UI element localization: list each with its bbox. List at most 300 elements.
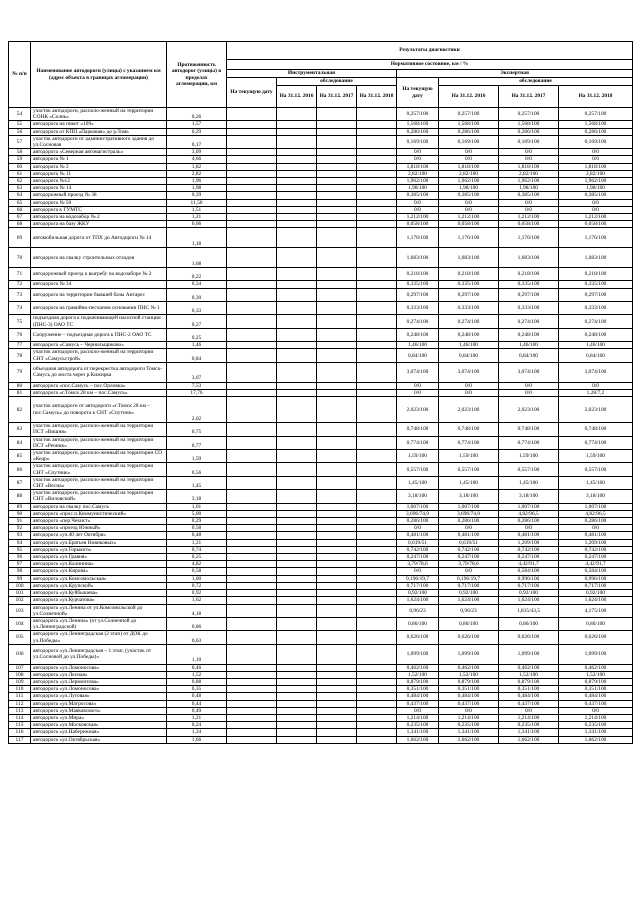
expert-2018: 0,248/100 xyxy=(559,328,633,341)
instr-current xyxy=(227,510,277,517)
expert-current: 0,437/100 xyxy=(397,700,439,707)
instr-2017 xyxy=(317,149,357,156)
expert-2017: 0,218/100 xyxy=(499,268,559,281)
expert-2018: 0/0 xyxy=(559,206,633,213)
instr-2017 xyxy=(317,342,357,349)
row-number: 106 xyxy=(9,644,31,664)
expert-2016: 1,59/100 xyxy=(439,450,499,463)
expert-current: 0,235/100 xyxy=(397,722,439,729)
instr-current xyxy=(227,554,277,561)
road-name: автодорога «ул.Ленина от ул.Комсомольской до ул.Солнечной» xyxy=(31,604,167,617)
expert-2017: 0,92/100 xyxy=(499,590,559,597)
expert-2017: 0,333/100 xyxy=(499,302,559,315)
road-length: 2,82 xyxy=(167,170,227,177)
instr-2016 xyxy=(277,693,317,700)
expert-2018: 0,484/100 xyxy=(559,693,633,700)
expert-2018: 4,175/100 xyxy=(559,604,633,617)
road-length: 0,74 xyxy=(167,546,227,553)
expert-current: 0/0 xyxy=(397,206,439,213)
header-exp-2017: На 31.12. 2017 xyxy=(499,86,559,108)
instr-2018 xyxy=(357,510,397,517)
expert-2018: 4,82/96,5 xyxy=(559,510,633,517)
instr-current xyxy=(227,539,277,546)
instr-current xyxy=(227,163,277,170)
road-length: 1,59 xyxy=(167,450,227,463)
road-length: 4,82 xyxy=(167,561,227,568)
expert-current: 0,774/100 xyxy=(397,436,439,449)
expert-2016: 0,92/100 xyxy=(439,590,499,597)
instr-2018 xyxy=(357,450,397,463)
expert-2016: 0,274/100 xyxy=(439,315,499,328)
expert-2018: 1,568/100 xyxy=(559,121,633,128)
road-length: 0,49 xyxy=(167,707,227,714)
table-row xyxy=(9,678,633,685)
row-number: 73 xyxy=(9,288,31,301)
road-name: автодорога «ул.40 лет Октября» xyxy=(31,532,167,539)
expert-2018: 0,481/100 xyxy=(559,532,633,539)
road-length: 0,56 xyxy=(167,463,227,476)
expert-2016: 0,437/100 xyxy=(439,700,499,707)
row-number: 56 xyxy=(9,128,31,135)
instr-current xyxy=(227,525,277,532)
expert-2017: 1,59/100 xyxy=(499,450,559,463)
expert-2017: 1,176/100 xyxy=(499,228,559,248)
expert-2018: 1,624/100 xyxy=(559,597,633,604)
road-name: автодорога «ул.Мира» xyxy=(31,714,167,721)
row-number: 103 xyxy=(9,604,31,617)
table-row xyxy=(9,463,633,476)
instr-current xyxy=(227,268,277,281)
road-length: 0,34 xyxy=(167,281,227,288)
road-length: 0,72 xyxy=(167,582,227,589)
instr-2018 xyxy=(357,362,397,382)
table-row xyxy=(9,342,633,349)
expert-current: 0,169/100 xyxy=(397,135,439,148)
instr-2018 xyxy=(357,631,397,644)
expert-2017: 0,385/100 xyxy=(499,192,559,199)
expert-2017: 0,297/100 xyxy=(499,288,559,301)
instr-2018 xyxy=(357,349,397,362)
expert-current: 0,92/100 xyxy=(397,590,439,597)
expert-2017: 0/0 xyxy=(499,156,559,163)
road-name: автодорога «ул.Матросова» xyxy=(31,700,167,707)
road-length: 0,39 xyxy=(167,192,227,199)
road-name: автодорога №12 xyxy=(31,178,167,185)
table-row xyxy=(9,490,633,503)
instr-current xyxy=(227,617,277,630)
instr-2018 xyxy=(357,678,397,685)
instr-2018 xyxy=(357,389,397,396)
expert-2016: 2,82/100 xyxy=(439,170,499,177)
instr-2017 xyxy=(317,389,357,396)
expert-2017: 3,074/100 xyxy=(499,362,559,382)
expert-current: 3,074/100 xyxy=(397,362,439,382)
instr-2017 xyxy=(317,450,357,463)
instr-2017 xyxy=(317,382,357,389)
expert-2018: 0,218/100 xyxy=(559,268,633,281)
expert-current: 0,385/100 xyxy=(397,192,439,199)
row-number: 109 xyxy=(9,678,31,685)
instr-2018 xyxy=(357,525,397,532)
expert-2016: 0,619/51 xyxy=(439,539,499,546)
instr-2017 xyxy=(317,664,357,671)
expert-2017: 0,462/100 xyxy=(499,664,559,671)
table-row xyxy=(9,382,633,389)
instr-current xyxy=(227,714,277,721)
instr-current xyxy=(227,288,277,301)
instr-2016 xyxy=(277,644,317,664)
expert-2018: 0,169/100 xyxy=(559,135,633,148)
row-number: 92 xyxy=(9,525,31,532)
row-number: 102 xyxy=(9,597,31,604)
header-instrumental: Инструментальная xyxy=(227,70,397,78)
instr-2018 xyxy=(357,128,397,135)
road-name: автодорога «Самусь – Чернильщиково» xyxy=(31,342,167,349)
expert-2017: 0,437/100 xyxy=(499,700,559,707)
road-name: автодорога «ул.Ломоносова» xyxy=(31,686,167,693)
expert-2017: 0,996/100 xyxy=(499,575,559,582)
expert-2018: 0,274/100 xyxy=(559,315,633,328)
row-number: 93 xyxy=(9,532,31,539)
road-length: 1,62 xyxy=(167,597,227,604)
road-name: автодорога «ул.Луговая» xyxy=(31,693,167,700)
road-name: автодорога «ул.Лермонтова» xyxy=(31,678,167,685)
instr-2018 xyxy=(357,604,397,617)
expert-2016: 0/0 xyxy=(439,156,499,163)
instr-2018 xyxy=(357,328,397,341)
expert-2016: 1,007/100 xyxy=(439,503,499,510)
expert-current: 2,023/100 xyxy=(397,397,439,423)
expert-2017: 1,98/100 xyxy=(499,185,559,192)
road-name: автодорожный проезд к выгребу на водозаборе № 2 xyxy=(31,268,167,281)
instr-2017 xyxy=(317,121,357,128)
expert-2018: 0,385/100 xyxy=(559,192,633,199)
table-row xyxy=(9,362,633,382)
expert-current: 1,46/100 xyxy=(397,342,439,349)
road-name: автодорога № 14 xyxy=(31,185,167,192)
road-length: 1,82 xyxy=(167,163,227,170)
instr-2017 xyxy=(317,192,357,199)
expert-2016: 0,335/100 xyxy=(439,281,499,288)
expert-current: 3,79/78,6 xyxy=(397,561,439,568)
expert-2018: 0,286/100 xyxy=(559,128,633,135)
expert-2016: 0/0 xyxy=(439,199,499,206)
row-number: 77 xyxy=(9,342,31,349)
road-diagnostics-table xyxy=(8,41,633,744)
expert-current: 0,218/100 xyxy=(397,268,439,281)
row-number: 84 xyxy=(9,436,31,449)
row-number: 64 xyxy=(9,192,31,199)
instr-2018 xyxy=(357,693,397,700)
expert-2017: 0,84/100 xyxy=(499,349,559,362)
instr-current xyxy=(227,281,277,288)
instr-2017 xyxy=(317,302,357,315)
expert-2018: 0,286/100 xyxy=(559,518,633,525)
instr-2016 xyxy=(277,199,317,206)
instr-current xyxy=(227,149,277,156)
instr-current xyxy=(227,128,277,135)
instr-current xyxy=(227,736,277,743)
expert-2017: 2,82/100 xyxy=(499,170,559,177)
expert-current: 0,619/51 xyxy=(397,539,439,546)
header-instr-2017: На 31.12. 2017 xyxy=(317,86,357,108)
expert-2016: 1,176/100 xyxy=(439,228,499,248)
header-length: Протяженность автодорог (улицы) в пределах агломерации, км xyxy=(167,42,227,108)
instr-2016 xyxy=(277,228,317,248)
expert-current: 0/0 xyxy=(397,389,439,396)
instr-2017 xyxy=(317,199,357,206)
expert-2018: 0,92/100 xyxy=(559,590,633,597)
instr-2017 xyxy=(317,671,357,678)
table-row xyxy=(9,228,633,248)
instr-2017 xyxy=(317,597,357,604)
expert-current: 0,484/100 xyxy=(397,693,439,700)
road-name: автодорога «г.Томск 28 км – пос.Самусь» xyxy=(31,389,167,396)
header-expert: Экспертная xyxy=(397,70,633,78)
instr-2016 xyxy=(277,128,317,135)
table-row xyxy=(9,722,633,729)
instr-2018 xyxy=(357,714,397,721)
table-row xyxy=(9,128,633,135)
expert-2017: 1,214/100 xyxy=(499,714,559,721)
table-row xyxy=(9,149,633,156)
road-name: Сооружение – подъездная дорога к ПНС-2 ОАО ТС xyxy=(31,328,167,341)
expert-current: 1,98/100 xyxy=(397,185,439,192)
instr-current xyxy=(227,518,277,525)
road-length: 1,98 xyxy=(167,185,227,192)
instr-2017 xyxy=(317,722,357,729)
instr-current xyxy=(227,686,277,693)
table-row xyxy=(9,214,633,221)
instr-2017 xyxy=(317,349,357,362)
road-name: автодорога на гравийно-песчаном основании ПНС № 1 xyxy=(31,302,167,315)
table-row xyxy=(9,108,633,121)
instr-2018 xyxy=(357,582,397,589)
expert-2017: 0,058/100 xyxy=(499,221,559,228)
row-number: 100 xyxy=(9,582,31,589)
instr-2016 xyxy=(277,554,317,561)
expert-2018: 0,462/100 xyxy=(559,664,633,671)
expert-2017: 0/0 xyxy=(499,389,559,396)
row-number: 70 xyxy=(9,248,31,268)
expert-2018: 2,82/100 xyxy=(559,170,633,177)
instr-2017 xyxy=(317,707,357,714)
expert-2017: 4,82/96,5 xyxy=(499,510,559,517)
table-row xyxy=(9,281,633,288)
road-length: 0,77 xyxy=(167,436,227,449)
road-length: 17,76 xyxy=(167,389,227,396)
instr-2018 xyxy=(357,170,397,177)
expert-current: 0/0 xyxy=(397,156,439,163)
road-length: 1,21 xyxy=(167,714,227,721)
road-length: 1,21 xyxy=(167,214,227,221)
header-exp-observed: обследование xyxy=(439,78,633,86)
instr-2017 xyxy=(317,554,357,561)
instr-2018 xyxy=(357,156,397,163)
instr-2017 xyxy=(317,729,357,736)
row-number: 74 xyxy=(9,302,31,315)
instr-2017 xyxy=(317,362,357,382)
expert-current: 1,624/100 xyxy=(397,597,439,604)
row-number: 111 xyxy=(9,693,31,700)
instr-2018 xyxy=(357,108,397,121)
header-exp-2016: На 31.12. 2016 xyxy=(439,86,499,108)
instr-current xyxy=(227,206,277,213)
expert-2018: 0,437/100 xyxy=(559,700,633,707)
row-number: 75 xyxy=(9,315,31,328)
instr-current xyxy=(227,561,277,568)
road-name: автодорога «ул.Калинина» xyxy=(31,561,167,568)
expert-current: 0,286/100 xyxy=(397,128,439,135)
road-length: 7,53 xyxy=(167,382,227,389)
expert-2017: 0/0 xyxy=(499,707,559,714)
expert-2017: 0,86/100 xyxy=(499,617,559,630)
instr-current xyxy=(227,503,277,510)
road-length: 1,10 xyxy=(167,644,227,664)
instr-current xyxy=(227,397,277,423)
expert-2017: 0,557/100 xyxy=(499,463,559,476)
row-number: 76 xyxy=(9,328,31,341)
table-row xyxy=(9,582,633,589)
instr-2016 xyxy=(277,539,317,546)
table-row xyxy=(9,328,633,341)
road-length: 0,29 xyxy=(167,128,227,135)
expert-2018: 0/0 xyxy=(559,707,633,714)
expert-2017: 1,662/100 xyxy=(499,736,559,743)
road-name: участок автодороги, располо-женный на территории ПСТ «Речник» xyxy=(31,436,167,449)
instr-current xyxy=(227,349,277,362)
instr-2018 xyxy=(357,729,397,736)
table-row xyxy=(9,389,633,396)
instr-2018 xyxy=(357,342,397,349)
instr-2018 xyxy=(357,315,397,328)
expert-2018: 0/0 xyxy=(559,149,633,156)
instr-current xyxy=(227,121,277,128)
instr-2016 xyxy=(277,156,317,163)
road-name: автодорога «пос.Самусь – пос.Орловка» xyxy=(31,382,167,389)
expert-current: 0,297/100 xyxy=(397,288,439,301)
instr-2016 xyxy=(277,349,317,362)
row-number: 68 xyxy=(9,221,31,228)
expert-current: 1,45/100 xyxy=(397,476,439,489)
header-instr-current: На текущую дату xyxy=(227,78,277,108)
row-number: 99 xyxy=(9,575,31,582)
road-length: 0,46 xyxy=(167,664,227,671)
expert-2016: 0,248/100 xyxy=(439,328,499,341)
expert-2016: 1,683/100 xyxy=(439,248,499,268)
road-length: 11,50 xyxy=(167,199,227,206)
expert-2018: 0,774/100 xyxy=(559,436,633,449)
expert-2017: 0/0 xyxy=(499,149,559,156)
road-length: 0,25 xyxy=(167,554,227,561)
instr-2017 xyxy=(317,268,357,281)
road-length: 1,00 xyxy=(167,575,227,582)
row-number: 57 xyxy=(9,135,31,148)
expert-current: 0/0 xyxy=(397,382,439,389)
road-name: автодорога «ул.Ленинградская (2 этап) от ДОК до ул.Победы» xyxy=(31,631,167,644)
expert-2016: 1,52/100 xyxy=(439,671,499,678)
table-row xyxy=(9,199,633,206)
instr-2018 xyxy=(357,736,397,743)
instr-2016 xyxy=(277,149,317,156)
instr-2017 xyxy=(317,686,357,693)
road-name: автодорога «Северная автомагистраль» xyxy=(31,149,167,156)
expert-current: 0,742/100 xyxy=(397,546,439,553)
row-number: 65 xyxy=(9,199,31,206)
instr-current xyxy=(227,192,277,199)
expert-2017: 0,484/100 xyxy=(499,693,559,700)
expert-2018: 1,099/100 xyxy=(559,644,633,664)
expert-2016: 1,962/100 xyxy=(439,178,499,185)
table-row xyxy=(9,617,633,630)
expert-current: 1,683/100 xyxy=(397,248,439,268)
road-name: автодорога «ул.Комсомольская» xyxy=(31,575,167,582)
table-row xyxy=(9,206,633,213)
table-row xyxy=(9,163,633,170)
expert-current: 0,84/100 xyxy=(397,349,439,362)
instr-current xyxy=(227,108,277,121)
instr-2017 xyxy=(317,510,357,517)
instr-2016 xyxy=(277,590,317,597)
expert-2017: 0,247/100 xyxy=(499,554,559,561)
instr-2016 xyxy=(277,700,317,707)
instr-2018 xyxy=(357,206,397,213)
row-number: 115 xyxy=(9,722,31,729)
instr-2018 xyxy=(357,163,397,170)
instr-2017 xyxy=(317,328,357,341)
instr-current xyxy=(227,450,277,463)
table-row xyxy=(9,736,633,743)
row-number: 58 xyxy=(9,149,31,156)
instr-2018 xyxy=(357,302,397,315)
expert-current: 0,879/100 xyxy=(397,678,439,685)
instr-2016 xyxy=(277,686,317,693)
expert-2018: 1,214/100 xyxy=(559,714,633,721)
instr-2016 xyxy=(277,678,317,685)
expert-2018: 1,818/100 xyxy=(559,163,633,170)
table-row xyxy=(9,575,633,582)
expert-2016: 1,624/100 xyxy=(439,597,499,604)
row-number: 55 xyxy=(9,121,31,128)
expert-2016: 0/0 xyxy=(439,707,499,714)
table-row xyxy=(9,185,633,192)
expert-2016: 1,214/100 xyxy=(439,714,499,721)
expert-2016: 1,46/100 xyxy=(439,342,499,349)
instr-2018 xyxy=(357,178,397,185)
road-name: автодорога «ул.Гравия» xyxy=(31,554,167,561)
instr-current xyxy=(227,423,277,436)
expert-2018: 0/0 xyxy=(559,156,633,163)
instr-2016 xyxy=(277,617,317,630)
instr-2018 xyxy=(357,490,397,503)
table-row xyxy=(9,714,633,721)
instr-2016 xyxy=(277,561,317,568)
instr-2018 xyxy=(357,221,397,228)
instr-current xyxy=(227,707,277,714)
expert-2016: 0,247/100 xyxy=(439,554,499,561)
road-name: автодорога «ул.Маяковского» xyxy=(31,707,167,714)
instr-current xyxy=(227,700,277,707)
instr-2017 xyxy=(317,561,357,568)
table-row xyxy=(9,554,633,561)
instr-current xyxy=(227,604,277,617)
expert-2018: 0,626/100 xyxy=(559,631,633,644)
instr-2017 xyxy=(317,214,357,221)
expert-current: 0,462/100 xyxy=(397,664,439,671)
instr-2016 xyxy=(277,476,317,489)
expert-2016: 0,742/100 xyxy=(439,546,499,553)
road-name: автодорога на пикет «109» xyxy=(31,121,167,128)
